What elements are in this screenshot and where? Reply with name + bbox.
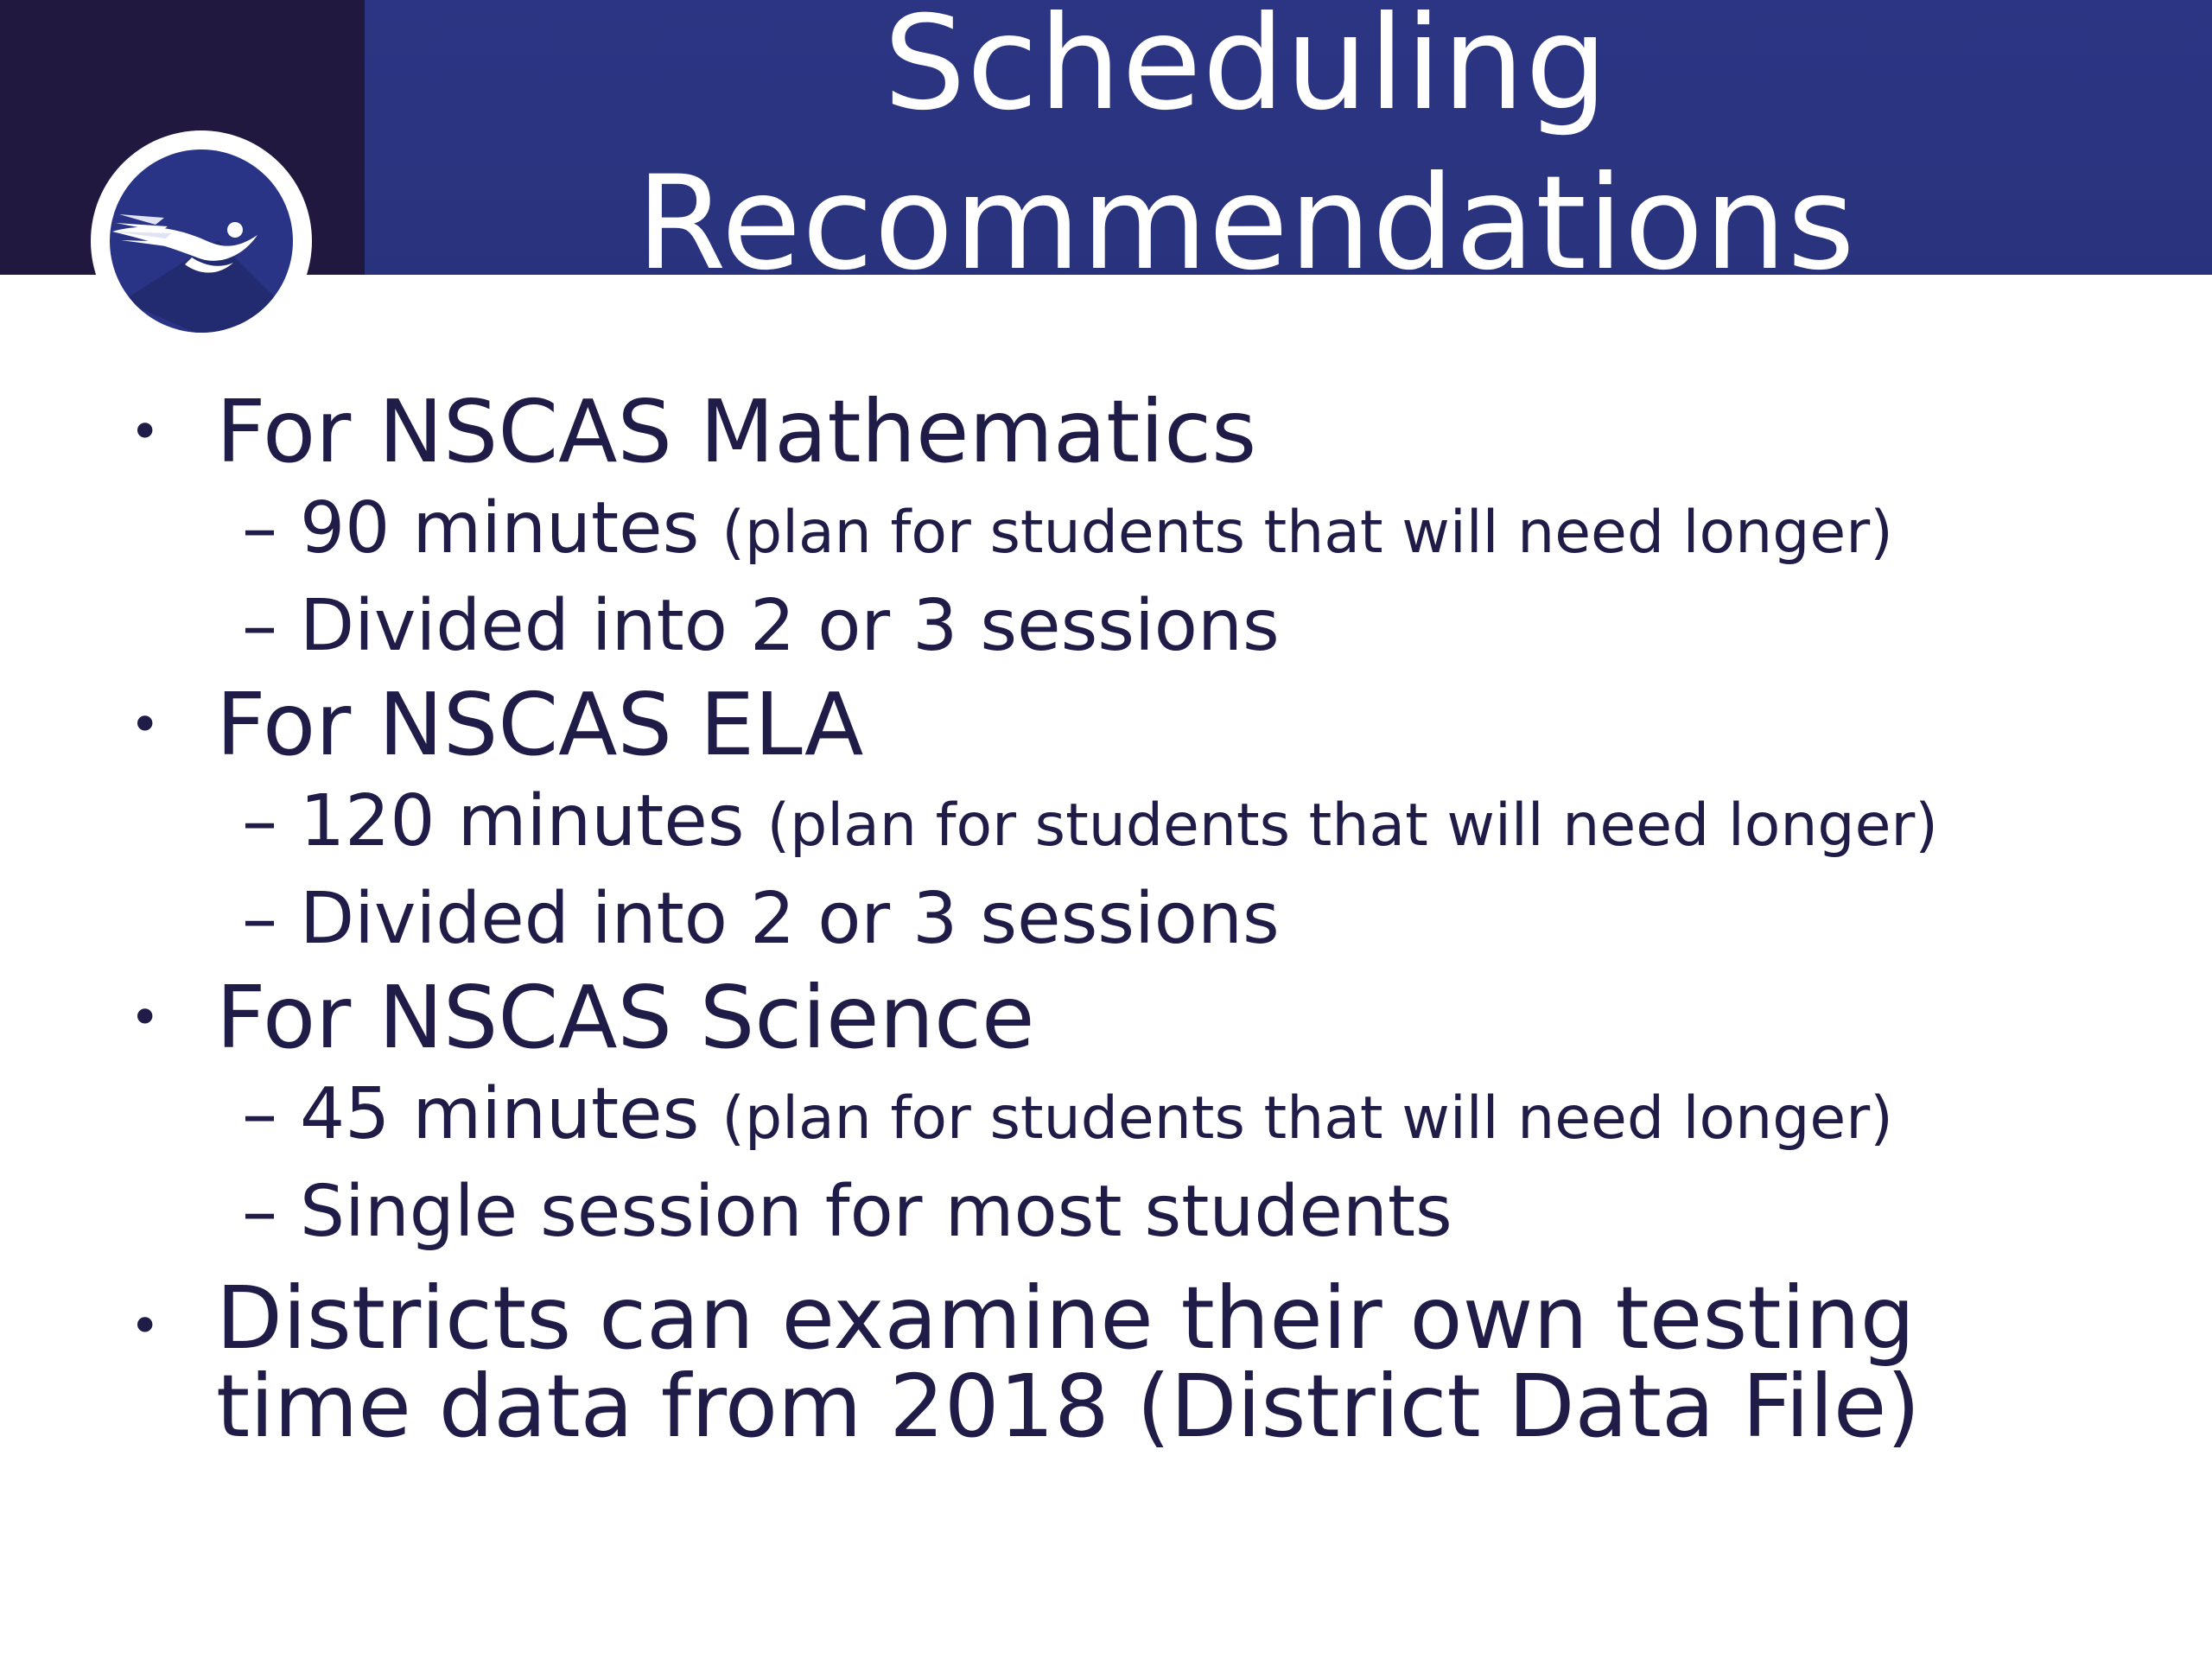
dash-icon: – xyxy=(242,487,277,569)
sub-item-text: 120 minutes xyxy=(300,780,745,862)
sub-item xyxy=(242,1166,2134,1259)
reading-leap-logo-icon xyxy=(88,128,315,354)
bullet-item xyxy=(130,966,2134,1070)
bullet-text-line-1: Districts can examine their own testing xyxy=(216,1268,1916,1369)
title-line-2: Recommendations xyxy=(636,149,1856,299)
bullet-dot-icon: • xyxy=(130,695,161,755)
bullet-item xyxy=(130,673,2134,777)
sub-item xyxy=(242,775,2134,873)
bullet-text: For NSCAS ELA xyxy=(216,674,864,775)
sub-item-text: Divided into 2 or 3 sessions xyxy=(300,878,1280,960)
dash-icon: – xyxy=(242,585,277,667)
sub-list xyxy=(242,775,2134,966)
bullet-dot-icon: • xyxy=(130,1296,161,1357)
bullet-dot-icon: • xyxy=(130,988,161,1048)
bullet-text: For NSCAS Science xyxy=(216,967,1035,1068)
slide-title xyxy=(365,0,2127,304)
title-line-1: Scheduling xyxy=(883,0,1609,139)
sub-item xyxy=(242,482,2134,580)
sub-item-text: 45 minutes xyxy=(300,1073,700,1155)
sub-list xyxy=(242,1068,2134,1259)
dash-icon: – xyxy=(242,1171,277,1253)
bullet-text-line-2: time data from 2018 (District Data File) xyxy=(216,1356,1921,1457)
sub-item-text: Divided into 2 or 3 sessions xyxy=(300,585,1280,667)
sub-list xyxy=(242,482,2134,673)
sub-item-note: (plan for students that will need longer) xyxy=(721,499,1893,567)
sub-item xyxy=(242,1068,2134,1166)
bullet-dot-icon: • xyxy=(130,402,161,462)
sub-item-text: Single session for most students xyxy=(300,1171,1452,1253)
bullet-item-districts xyxy=(130,1268,2134,1457)
sub-item-note: (plan for students that will need longer) xyxy=(721,1084,1893,1153)
slide-content xyxy=(130,380,2134,1457)
sub-item xyxy=(242,873,2134,966)
dash-icon: – xyxy=(242,1073,277,1155)
dash-icon: – xyxy=(242,780,277,862)
sub-item-text: 90 minutes xyxy=(300,487,700,569)
bullet-text: For NSCAS Mathematics xyxy=(216,381,1257,482)
sub-item xyxy=(242,580,2134,673)
sub-item-note: (plan for students that will need longer) xyxy=(766,791,1938,860)
dash-icon: – xyxy=(242,878,277,960)
bullet-item xyxy=(130,380,2134,484)
